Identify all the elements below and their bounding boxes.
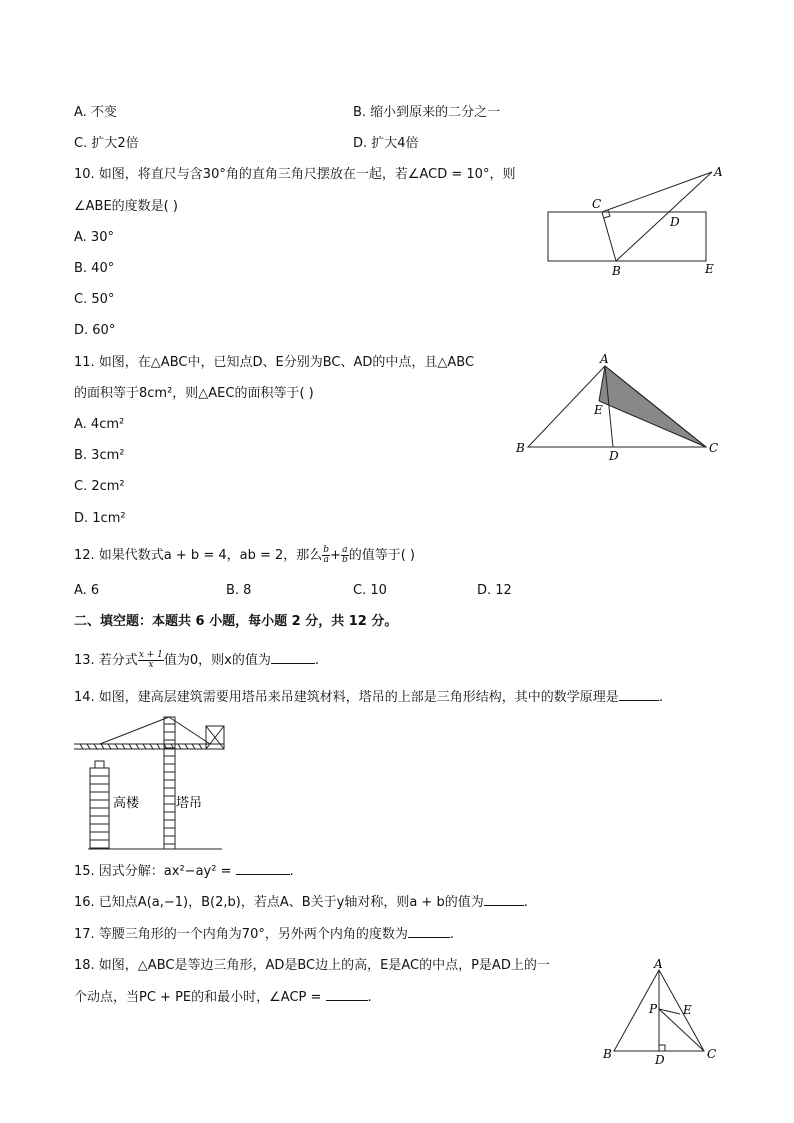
jib-strut: [101, 744, 104, 749]
q13-stem: [74, 651, 319, 670]
jib-strut: [178, 744, 181, 749]
q11-stem-line1: 11. 如图，在△ABC中，已知点D、E分别为BC、AD的中点，且△ABC: [74, 355, 475, 370]
label-e: E: [705, 262, 714, 276]
label-e: E: [594, 403, 603, 417]
q18-answer-blank[interactable]: [326, 988, 368, 1001]
label-b: B: [603, 1047, 612, 1061]
label-b: B: [612, 264, 621, 278]
fraction-denominator: x: [148, 660, 154, 670]
section-heading-fill-blank: 二、填空题：本题共 6 小题，每小题 2 分，共 12 分。: [74, 614, 398, 629]
q13-fraction: [138, 651, 164, 670]
q14-end: .: [658, 690, 663, 705]
jib-strut: [129, 744, 132, 749]
q11-triangle-figure: [510, 352, 730, 467]
q15-stem-text: 15. 因式分解：ax²−ay² =: [74, 864, 232, 879]
fraction-denominator: b: [341, 555, 348, 565]
q14-stem: [74, 688, 663, 707]
q10-option-c: C. 50°: [74, 292, 115, 307]
jib-strut: [150, 744, 153, 749]
q18-stem-line1: 18. 如图，△ABC是等边三角形，AD是BC边上的高，E是AC的中点，P是AD上的一: [74, 958, 550, 973]
q17-stem-text: 17. 等腰三角形的一个内角为70°，另外两个内角的度数为: [74, 927, 408, 942]
jib-strut: [94, 744, 97, 749]
jib-lattice: [80, 744, 202, 749]
building-top: [95, 761, 104, 768]
q10-option-d: D. 60°: [74, 323, 116, 338]
q12-option-a: A. 6: [74, 583, 100, 598]
q10-option-a: A. 30°: [74, 230, 114, 245]
q18-equilateral-figure: [598, 958, 728, 1070]
segment-pc: [659, 1009, 704, 1051]
q13-stem-post: 值为0，则x的值为: [163, 653, 271, 668]
q12-stem-post: 的值等于( ): [348, 548, 415, 563]
q15-end: .: [289, 864, 294, 879]
q16-end: .: [523, 895, 528, 910]
jib-strut: [143, 744, 146, 749]
q16-stem-text: 16. 已知点A(a,−1)，B(2,b)，若点A、B关于y轴对称，则a + b的值为: [74, 895, 484, 910]
q9-option-d: D. 扩大4倍: [353, 136, 419, 151]
jib-strut: [122, 744, 125, 749]
q12-fraction-b-over-a: [322, 546, 330, 565]
crane-tower: [164, 717, 175, 849]
q18-end: .: [367, 990, 372, 1005]
q12-option-c: C. 10: [353, 583, 387, 598]
fraction-numerator: b: [323, 545, 330, 555]
q13-stem-pre: 13. 若分式: [74, 653, 138, 668]
fraction-numerator: a: [342, 545, 348, 555]
q12-stem-pre: 12. 如果代数式a + b = 4，ab = 2，那么: [74, 548, 323, 563]
segment-ab: [616, 172, 712, 261]
segment-cb: [602, 212, 616, 261]
q9-option-a: A. 不变: [74, 105, 117, 120]
label-a: A: [654, 957, 663, 971]
q13-end: .: [314, 653, 319, 668]
jib-strut: [136, 744, 139, 749]
q18-stem-text: 个动点，当PC + PE的和最小时，∠ACP =: [74, 990, 322, 1005]
q17-stem: [74, 925, 454, 944]
q11-option-a: A. 4cm²: [74, 417, 125, 432]
q17-end: .: [449, 927, 454, 942]
label-c: C: [707, 1047, 717, 1061]
q10-ruler-triangle-figure: [540, 160, 730, 280]
q9-option-c: C. 扩大2倍: [74, 136, 139, 151]
q12-option-b: B. 8: [226, 583, 252, 598]
q14-crane-figure: [70, 712, 230, 854]
label-building: 高楼: [113, 796, 140, 811]
q14-answer-blank[interactable]: [619, 688, 659, 701]
label-d: D: [670, 215, 680, 229]
jib-strut: [87, 744, 90, 749]
label-c: C: [709, 441, 719, 455]
q16-answer-blank[interactable]: [484, 893, 524, 906]
q9-option-b: B. 缩小到原来的二分之一: [353, 105, 501, 120]
shaded-triangle-aec: [599, 366, 706, 447]
q10-option-b: B. 40°: [74, 261, 115, 276]
jib-strut: [185, 744, 188, 749]
q14-stem-text: 14. 如图，建高层建筑需要用塔吊来吊建筑材料，塔吊的上部是三角形结构，其中的数学原理是: [74, 690, 619, 705]
jib-strut: [108, 744, 111, 749]
q10-stem-line2: ∠ABE的度数是( ): [74, 199, 178, 214]
q18-stem-line2: [74, 988, 372, 1007]
q12-option-d: D. 12: [477, 583, 512, 598]
q11-option-b: B. 3cm²: [74, 448, 125, 463]
q17-answer-blank[interactable]: [408, 925, 450, 938]
label-p: P: [649, 1002, 658, 1016]
tie-left: [100, 717, 169, 744]
q16-stem: [74, 893, 528, 912]
label-c: C: [592, 197, 602, 211]
jib-strut: [157, 744, 160, 749]
fraction-denominator: a: [323, 555, 329, 565]
q12-fraction-a-over-b: [341, 546, 349, 565]
q11-stem-line2: 的面积等于8cm²，则△AEC的面积等于( ): [74, 386, 314, 401]
q13-answer-blank[interactable]: [271, 651, 315, 664]
jib-strut: [115, 744, 118, 749]
q10-stem-line1: 10. 如图，将直尺与含30°角的直角三角尺摆放在一起，若∠ACD = 10°，则: [74, 167, 516, 182]
building-floors: [90, 776, 109, 848]
label-e: E: [683, 1003, 692, 1017]
label-crane: 塔吊: [176, 796, 203, 811]
jib-strut: [192, 744, 195, 749]
jib-strut: [80, 744, 83, 749]
label-d: D: [609, 449, 619, 463]
crane-tower-rungs: [164, 724, 175, 844]
q12-stem: [74, 546, 415, 565]
jib-strut: [199, 744, 202, 749]
label-a: A: [600, 352, 609, 366]
segment-ca: [602, 172, 712, 212]
label-b: B: [516, 441, 525, 455]
right-angle-mark: [659, 1045, 665, 1051]
plus-sign: +: [330, 548, 341, 563]
q11-option-c: C. 2cm²: [74, 479, 125, 494]
q15-answer-blank[interactable]: [236, 862, 290, 875]
q11-option-d: D. 1cm²: [74, 511, 126, 526]
fraction-numerator: x + 1: [138, 650, 163, 660]
label-d: D: [655, 1053, 665, 1067]
label-a: A: [714, 165, 723, 179]
ruler-rect: [548, 212, 706, 261]
q15-stem: [74, 862, 294, 881]
